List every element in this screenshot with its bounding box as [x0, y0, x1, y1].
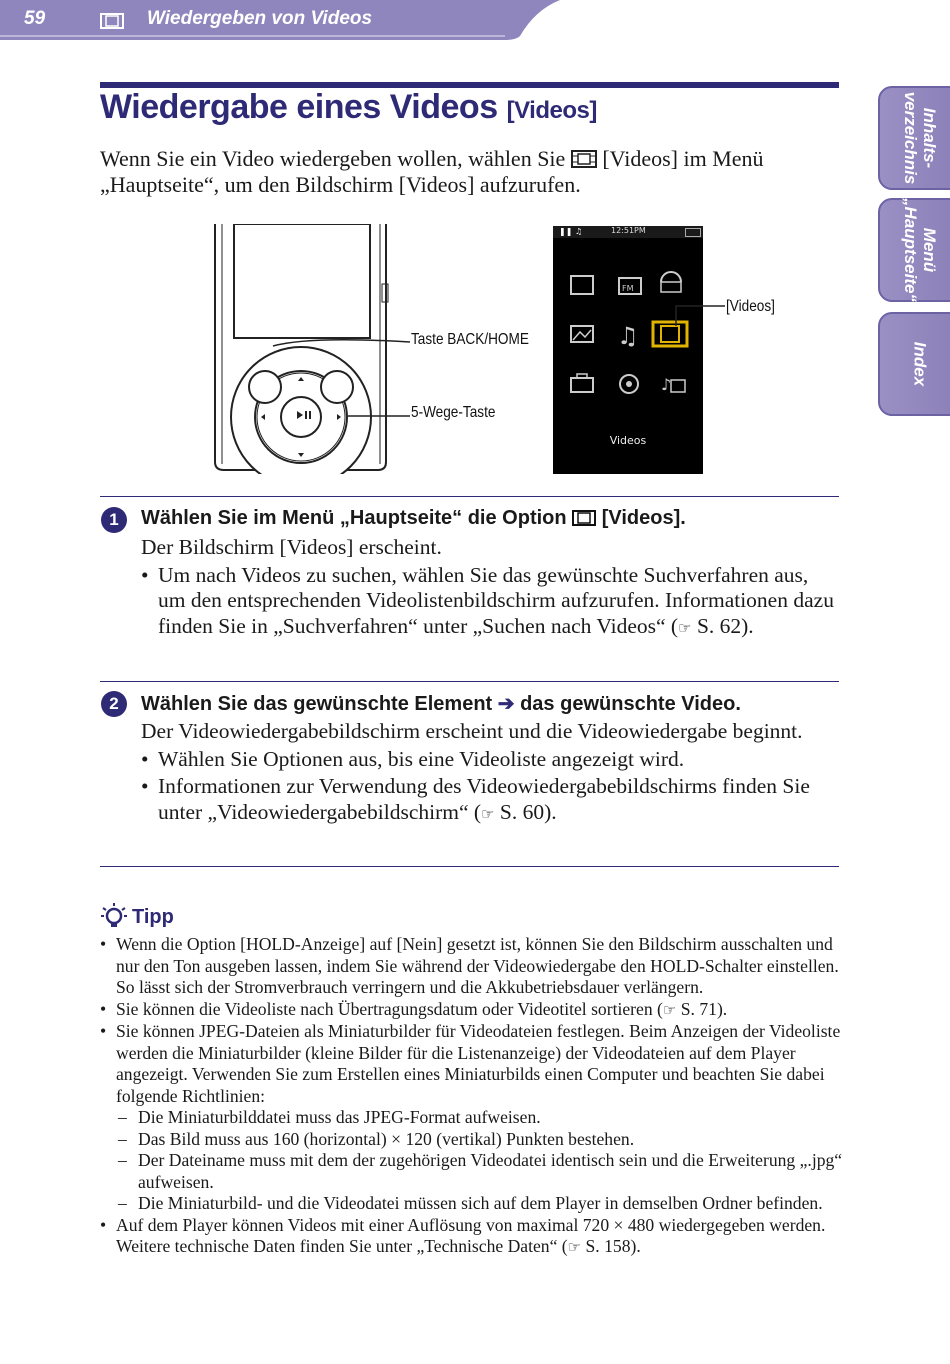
tip-item-4-text: Auf dem Player können Videos mit einer Auflösung von maximal 720 × 480 wiedergegeben werden. Weitere technische Daten finden Sie unter „Technische Daten“ ( — [116, 1214, 826, 1256]
tip-item-3: • Sie können JPEG-Dateien als Miniaturbilder für Videodateien festlegen. Beim Anzeigen der Videoliste werden die Miniaturbilder (kleine Bilder für die Listenanzeige) der Videodateien auf dem Player angezeigt. Verwenden Sie zum Erstellen eines Miniaturbilds einen Computer und beachten Sie dabei folgende Richtlinien: — [100, 1021, 845, 1107]
step-2-line: Der Videowiedergabebildschirm erscheint und die Videowiedergabe beginnt. — [141, 719, 803, 743]
step-2-title — [141, 691, 741, 716]
tab-inhaltsverzeichnis[interactable] — [878, 86, 950, 190]
tip-list — [100, 934, 845, 1259]
page-title-suffix: [Videos] — [506, 97, 597, 124]
photo-icon — [571, 326, 593, 342]
divider — [100, 681, 839, 682]
tip-item-4-ref[interactable]: S. 158). — [585, 1236, 641, 1256]
screen-time: 12:51PM — [611, 226, 646, 235]
pointing-hand-icon: ☞ — [662, 1000, 677, 1019]
step-1-bullet-text: Um nach Videos zu suchen, wählen Sie das gewünschte Suchverfahren aus, um den entsprechenden Videolistenbildschirm aufzurufen. Informationen dazu finden Sie in „Suchverfahren“ unter „Suchen nach Videos“ ( — [158, 562, 834, 638]
noise-cancel-icon — [661, 272, 681, 292]
tip-sub-item-1: – Die Miniaturbilddatei muss das JPEG-Format aufweisen. — [100, 1107, 845, 1129]
podcast-icon — [620, 375, 638, 393]
lightbulb-icon — [100, 902, 128, 930]
videos-callout-line — [670, 300, 725, 330]
tip-item-1: • Wenn die Option [HOLD-Anzeige] auf [Nein] gesetzt ist, können Sie den Bildschirm ausschalten und nur den Ton ausgeben lassen, indem Sie während der Videowiedergabe den HOLD-Schalter einstellen. So lässt sich der Stromverbrauch verringern und die Akkubetriebsdauer verlängern. — [100, 934, 845, 999]
divider — [100, 496, 839, 497]
tip-item-4 — [100, 1215, 845, 1259]
step-1-title — [141, 507, 686, 530]
page-number: 59 — [24, 8, 46, 29]
intro-part1: Wenn Sie ein Video wiedergeben wollen, wählen Sie — [100, 146, 566, 171]
step-2-title-part1: Wählen Sie das gewünschte Element — [141, 693, 493, 715]
film-icon — [100, 12, 124, 30]
tip-sub-item-3: – Der Dateiname muss mit dem der zugehörigen Videodatei identisch sein und die Erweiterung „.jpg“ aufweisen. — [100, 1150, 845, 1193]
film-icon — [572, 510, 596, 526]
tip-sub-item-2: – Das Bild muss aus 160 (horizontal) × 120 (vertikal) Punkten bestehen. — [100, 1129, 845, 1151]
step-2-body — [141, 719, 841, 827]
step-1-title-part1: Wählen Sie im Menü „Hauptseite“ die Option — [141, 507, 567, 529]
settings-icon — [571, 374, 593, 392]
callout-back-home: Taste BACK/HOME — [411, 331, 529, 348]
video-menu-icon — [571, 276, 593, 294]
page-title — [100, 88, 597, 127]
pointing-hand-icon: ☞ — [678, 618, 692, 637]
step-2-title-part2: das gewünschte Video. — [520, 693, 741, 715]
callout-5-way: 5-Wege-Taste — [411, 404, 496, 421]
player-screen — [553, 226, 703, 474]
pointing-hand-icon: ☞ — [481, 804, 495, 823]
svg-text:♪: ♪ — [661, 375, 672, 394]
step-1-bullet — [141, 563, 841, 642]
arrow-right-icon: ➔ — [497, 693, 515, 715]
intro-part2: [Videos] im Menü „Hauptseite“, um den Bildschirm [Videos] aufzurufen. — [100, 146, 764, 197]
tab-inhaltsverzeichnis-label: Inhalts- verzeichnis — [901, 91, 939, 185]
step-number-1: 1 — [101, 507, 127, 533]
tip-item-2-ref[interactable]: S. 71). — [680, 998, 728, 1019]
status-playback-icon: ❚❚ ♫ — [559, 227, 583, 236]
fm-radio-icon — [619, 278, 641, 294]
tip-item-2-text: Sie können die Videoliste nach Übertragungsdatum oder Videotitel sortieren ( — [116, 998, 663, 1019]
pointing-hand-icon: ☞ — [567, 1238, 582, 1256]
divider — [100, 866, 839, 867]
tip-sub-item-4: – Die Miniaturbild- und die Videodatei müssen sich auf dem Player in demselben Ordner befinden. — [100, 1193, 845, 1215]
battery-icon — [685, 228, 701, 237]
step-1-title-part2: [Videos]. — [601, 507, 686, 529]
step-1-line: Der Bildschirm [Videos] erscheint. — [141, 535, 442, 559]
step-2-bullet-1: • Wählen Sie Optionen aus, bis eine Videoliste angezeigt wird. — [141, 747, 841, 773]
step-2-bullet-2-text: Informationen zur Verwendung des Videowiedergabebildschirms finden Sie unter „Videowiedergabebildschirm“ ( — [158, 774, 810, 824]
callout-videos: [Videos] — [726, 298, 775, 315]
step-1-body — [141, 535, 841, 641]
page-title-main: Wiedergabe eines Videos — [100, 88, 498, 126]
svg-text:♫: ♫ — [617, 322, 639, 350]
tab-index-label: Index — [910, 341, 930, 387]
player-illustration — [210, 224, 410, 474]
section-title: Wiedergeben von Videos — [147, 8, 373, 29]
film-icon — [571, 150, 597, 168]
tab-index[interactable] — [878, 312, 950, 416]
music-icon — [617, 322, 639, 350]
tip-heading: Tipp — [132, 906, 174, 928]
tab-menu-hauptseite[interactable] — [878, 198, 950, 302]
svg-text:FM: FM — [622, 284, 634, 293]
step-2-bullet-2 — [141, 774, 841, 827]
intro-text — [100, 146, 820, 198]
tab-menu-hauptseite-label: Menü „Hauptseite“ — [901, 198, 939, 302]
screen-label: Videos — [609, 434, 647, 447]
step-1-bullet-ref[interactable]: S. 62). — [696, 613, 754, 638]
step-number-2: 2 — [101, 691, 127, 717]
step-2-bullet-2-ref[interactable]: S. 60). — [499, 799, 557, 824]
tip-item-2 — [100, 999, 845, 1022]
now-playing-icon — [661, 375, 685, 394]
